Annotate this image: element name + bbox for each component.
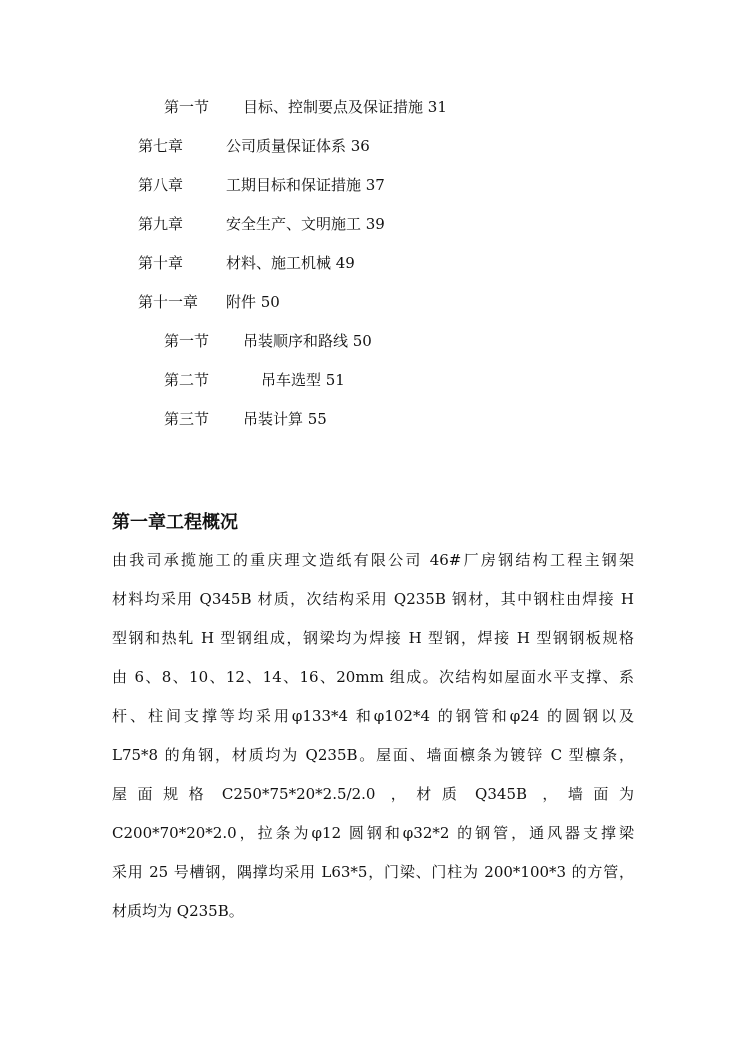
toc-title: 工期目标和保证措施 37: [226, 176, 385, 194]
toc-title: 公司质量保证体系 36: [226, 137, 370, 155]
toc-label: 第七章: [138, 137, 184, 155]
body-line: 型钢和热轧 H 型钢组成，钢梁均为焊接 H 型钢，焊接 H 型钢钢板规格: [112, 629, 634, 647]
toc-title: 吊车选型 51: [261, 371, 345, 389]
toc-label: 第三节: [164, 410, 210, 428]
body-line: 由我司承揽施工的重庆理文造纸有限公司 46#厂房钢结构工程主钢架: [112, 551, 634, 569]
toc-title: 安全生产、文明施工 39: [226, 215, 385, 233]
chapter-heading: 第一章工程概况: [112, 512, 238, 533]
toc-label: 第一节: [164, 332, 210, 350]
toc-entry: [138, 173, 385, 197]
toc-title: 附件 50: [226, 293, 280, 311]
toc-title: 吊装计算 55: [243, 410, 327, 428]
body-line: 材料均采用 Q345B 材质，次结构采用 Q235B 钢材，其中钢柱由焊接 H: [112, 590, 634, 608]
body-line: C200*70*20*2.0，拉条为φ12 圆钢和φ32*2 的钢管，通风器支撑梁: [112, 824, 634, 842]
body-line: 由 6、8、10、12、14、16、20mm 组成。次结构如屋面水平支撑、系: [112, 668, 634, 686]
toc-label: 第八章: [138, 176, 184, 194]
toc-entry: [164, 329, 372, 353]
toc-title: 吊装顺序和路线 50: [243, 332, 372, 350]
toc-entry: [164, 95, 447, 119]
toc-title: 目标、控制要点及保证措施 31: [243, 98, 447, 116]
toc-entry: [164, 368, 345, 392]
body-line: 杆、柱间支撑等均采用φ133*4 和φ102*4 的钢管和φ24 的圆钢以及: [112, 707, 634, 725]
toc-label: 第十一章: [138, 293, 199, 311]
body-line: 采用 25 号槽钢，隅撑均采用 L63*5，门梁、门柱为 200*100*3 的方管，: [112, 863, 634, 881]
toc-entry: [164, 407, 327, 431]
body-line: L75*8 的角钢，材质均为 Q235B。屋面、墙面檩条为镀锌 C 型檩条，: [112, 746, 634, 764]
toc-label: 第二节: [164, 371, 210, 389]
toc-entry: [138, 251, 355, 275]
toc-entry: [138, 212, 385, 236]
body-line: 材质均为 Q235B。: [112, 902, 244, 920]
toc-label: 第十章: [138, 254, 184, 272]
toc-label: 第九章: [138, 215, 184, 233]
toc-title: 材料、施工机械 49: [226, 254, 355, 272]
body-line: 屋 面 规 格 C250*75*20*2.5/2.0 ， 材 质 Q345B ， 墙 面 为: [112, 785, 634, 803]
toc-entry: [138, 290, 280, 314]
toc-label: 第一节: [164, 98, 210, 116]
toc-entry: [138, 134, 370, 158]
